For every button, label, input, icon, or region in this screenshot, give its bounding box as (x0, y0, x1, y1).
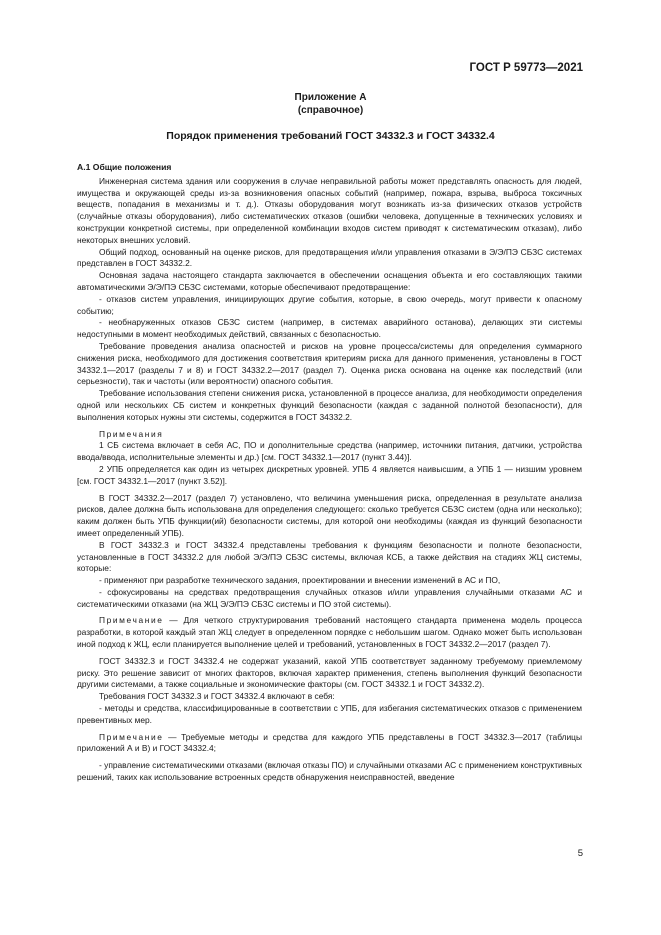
annex-title: Приложение А (294, 92, 367, 103)
note: 1 СБ система включает в себя АС, ПО и дополнительные средства (например, источники питания, датчики, устройства ввода/ввода, исполнительные элементы и др.) [см. ГОСТ 34332.1—2017 (пункт 3.44)]. (77, 440, 582, 463)
page-number: 5 (577, 848, 583, 859)
note-label: Примечание (99, 731, 164, 742)
paragraph: В ГОСТ 34332.3 и ГОСТ 34332.4 представлены требования к функциям безопасности и полноте безопасности, установленные в ГОСТ 34332.2 для любой Э/Э/ПЭ СБЗС системы, включая КСБ, а также действия на стадиях ЖЦ системы, которые: (77, 539, 582, 574)
note (77, 615, 582, 650)
page-title: Порядок применения требований ГОСТ 34332.3 и ГОСТ 34332.4 (166, 130, 495, 142)
note-text: — Для четкого структурирования требований настоящего стандарта применена модель процесса разработки, в которой каждый этап ЖЦ следует в определенном порядке с небольшим шагом. Однако может быть использован иной подход к ЖЦ, если планируется выполнение целей и требований, установленных в ГОСТ 34332.2—2017 (раздел 7). (77, 615, 582, 650)
list-item: - управление систематическими отказами (включая отказы ПО) и случайными отказами АС с применением конструктивных решений, таких как использование встроенных средств обнаружения неисправностей, введение (77, 760, 582, 783)
note (77, 732, 582, 756)
paragraph: Требование проведения анализа опасностей и рисков на уровне процесса/системы для определения суммарного снижения риска, необходимого для достижения соответствия критериям риска для данного применения, установлены в ГОСТ 34332.1—2017 (разделы 7 и 8) и ГОСТ 34332.2—2017 (раздел 7). Оценка риска основана на оценке как последствий (или серьезности), так и частоты (или вероятности) опасного события. (77, 340, 582, 387)
paragraph: В ГОСТ 34332.2—2017 (раздел 7) установлено, что величина уменьшения риска, определенная в результате анализа рисков, далее должна быть использована для определения следующего: сколько требуется СБЗС систем (одна или несколько); каким должен быть УПБ функции(ий) безопасности системы, для которой они необходимы (каждая из функций безопасности имеет определенный УПБ). (77, 492, 582, 538)
annex-subtitle: (справочное) (297, 105, 364, 116)
paragraph: Основная задача настоящего стандарта заключается в обеспечении оснащения объекта и его составляющих такими автоматическими Э/Э/ПЭ СБЗС системами, которые обеспечивают предотвращение: (77, 270, 582, 292)
document-code: ГОСТ Р 59773—2021 (469, 62, 583, 74)
paragraph: Общий подход, основанный на оценке рисков, для предотвращения и/или управления отказами в Э/Э/ПЭ СБЗС системах представлен в ГОСТ 34332.2. (77, 246, 582, 269)
annex-heading (0, 91, 661, 117)
paragraph: ГОСТ 34332.3 и ГОСТ 34332.4 не содержат указаний, какой УПБ соответствует заданному требуемому приемлемому риску. Это решение зависит от многих факторов, включая характер применения, степень выполнения функций безопасности другими системами, а также социальные и экономические факторы (см. ГОСТ 34332.1 и ГОСТ 34332.2). (77, 655, 582, 690)
note: 2 УПБ определяется как один из четырех дискретных уровней. УПБ 4 является наивысшим, а УПБ 1 — низшим уровнем [см. ГОСТ 34332.1—2017 (пункт 3.52)]. (77, 463, 582, 486)
list-item: - применяют при разработке технического задания, проектировании и внесении изменений в АС и ПО, (99, 575, 501, 586)
paragraph: Требование использования степени снижения риска, установленной в процессе анализа, для необходимости определения одной или нескольких СБ систем и конкретных функций безопасности (каждая с заданной полнотой безопасности), для выполнения которых нужны эти системы, содержится в ГОСТ 34332.2. (77, 388, 582, 422)
section-heading: А.1 Общие положения (77, 162, 172, 172)
list-item: - сфокусированы на средствах предотвращения случайных отказов и/или управления случайными отказами АС и систематическими отказами (на ЖЦ Э/Э/ПЭ СБЗС системы и ПО этой системы). (77, 586, 582, 609)
note-label: Примечание (99, 615, 164, 626)
list-item: - отказов систем управления, инициирующих другие события, которые, в свою очередь, могут привести к опасному событию; (77, 293, 582, 316)
list-item: - методы и средства, классифицированные в соответствии с УПБ, для избегания систематических отказов с применением превентивных мер. (77, 703, 582, 725)
paragraph: Инженерная система здания или сооружения в случае неправильной работы может представлять опасность для людей, имущества и окружающей среды из-за возникновения опасных событий (например, пожара, взрыва, выброса токсичных веществ, попадания в механизмы и т. д.). Отказы оборудования могут возникать из-за физических отказов устройств (случайные отказы оборудования), либо систематических отказов (ошибки человека, допущенные в технических условиях и конструкции конкретной системы, при определенной комбинации входов систем приводят к систематическим отказам), либо некоторых внешних условий. (77, 175, 582, 245)
note-text: — Требуемые методы и средства для каждого УПБ представлены в ГОСТ 34332.3—2017 (таблицы приложений А и В) и ГОСТ 34332.4; (77, 731, 582, 754)
notes-label: Примечания (99, 428, 164, 439)
main-content (77, 162, 582, 784)
paragraph: Требования ГОСТ 34332.3 и ГОСТ 34332.4 включают в себя: (99, 691, 335, 702)
list-item: - необнаруженных отказов СБЗС систем (например, в системах аварийного останова), делающих эти системы недоступными в момент необходимых действий, связанных с безопасностью. (77, 317, 582, 340)
